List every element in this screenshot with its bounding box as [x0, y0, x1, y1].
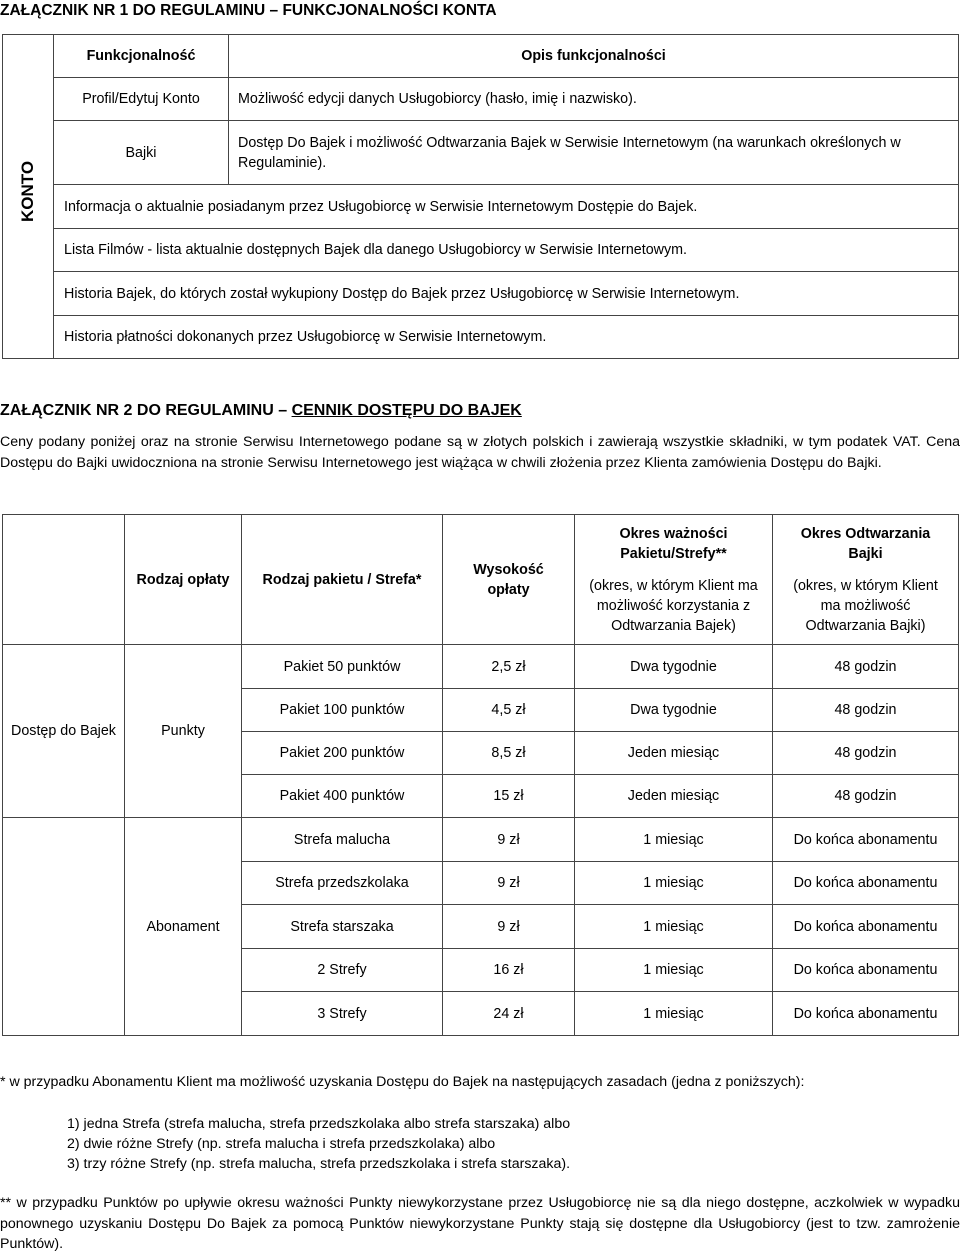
package-price: 16 zł — [443, 949, 575, 992]
package-name: Pakiet 400 punktów — [242, 775, 443, 818]
package-price: 9 zł — [443, 862, 575, 905]
header-empty-cell — [3, 515, 125, 645]
function-desc: Możliwość edycji danych Usługobiorcy (hasło, imię i nazwisko). — [229, 78, 959, 121]
package-name: Strefa starszaka — [242, 905, 443, 949]
access-empty-cell — [3, 818, 125, 1036]
group-label-abonament: Abonament — [125, 818, 242, 1036]
package-price: 8,5 zł — [443, 732, 575, 775]
package-playback: Do końca abonamentu — [773, 905, 959, 949]
account-functions-table — [2, 34, 959, 359]
playback-header: Okres Odtwarzania Bajki (okres, w którym Klient ma możliwość Odtwarzania Bajki) — [773, 515, 959, 645]
package-name: Pakiet 50 punktów — [242, 645, 443, 689]
function-full-row: Lista Filmów - lista aktualnie dostępnych Bajek dla danego Usługobiorcy w Serwisie Internetowym. — [54, 229, 959, 272]
fee-type-header: Rodzaj opłaty — [125, 515, 242, 645]
package-name: 3 Strefy — [242, 992, 443, 1036]
package-validity: Jeden miesiąc — [575, 732, 773, 775]
package-validity: 1 miesiąc — [575, 862, 773, 905]
package-price: 2,5 zł — [443, 645, 575, 689]
subscription-options-list — [67, 1114, 570, 1174]
fee-amount-header: Wysokość opłaty — [443, 515, 575, 645]
list-item: 1) jedna Strefa (strefa malucha, strefa przedszkolaka albo strefa starszaka) albo — [67, 1116, 571, 1132]
subscription-footnote: * w przypadku Abonamentu Klient ma możliwość uzyskania Dostępu do Bajek na następujących zasadach (jedna z poniższych): — [0, 1074, 805, 1090]
package-price: 9 zł — [443, 905, 575, 949]
package-playback: 48 godzin — [773, 775, 959, 818]
function-full-row: Historia płatności dokonanych przez Usługobiorcę w Serwisie Internetowym. — [54, 316, 959, 359]
function-full-row: Historia Bajek, do których został wykupiony Dostęp do Bajek przez Usługobiorcę w Serwisie Internetowym. — [54, 272, 959, 316]
package-validity: 1 miesiąc — [575, 905, 773, 949]
package-validity: Jeden miesiąc — [575, 775, 773, 818]
function-full-row: Informacja o aktualnie posiadanym przez Usługobiorcę w Serwisie Internetowym Dostępie do Bajek. — [54, 185, 959, 229]
function-name: Bajki — [54, 121, 229, 185]
annex1-title: ZAŁĄCZNIK NR 1 DO REGULAMINU – FUNKCJONALNOŚCI KONTA — [0, 2, 497, 19]
package-validity: 1 miesiąc — [575, 992, 773, 1036]
package-playback: Do końca abonamentu — [773, 862, 959, 905]
package-price: 9 zł — [443, 818, 575, 862]
package-name: Strefa malucha — [242, 818, 443, 862]
package-validity: 1 miesiąc — [575, 818, 773, 862]
package-playback: 48 godzin — [773, 732, 959, 775]
package-type-header: Rodzaj pakietu / Strefa* — [242, 515, 443, 645]
package-validity: Dwa tygodnie — [575, 689, 773, 732]
group-label-punkty: Punkty — [125, 645, 242, 818]
package-playback: Do końca abonamentu — [773, 992, 959, 1036]
package-validity: 1 miesiąc — [575, 949, 773, 992]
pricing-table — [2, 514, 959, 1036]
pricing-paragraph: Ceny podany poniżej oraz na stronie Serwisu Internetowego podane są w złotych polskich i zawierają wszystkie składniki, w tym podatek VAT. Cena Dostępu do Bajki uwidoczniona na stronie Serwisu Internetowego jest wiążąca w chwili złożenia przez Klienta zamówienia Dostępu do Bajki. — [0, 434, 960, 471]
package-name: 2 Strefy — [242, 949, 443, 992]
validity-header: Okres ważności Pakietu/Strefy** (okres, w którym Klient ma możliwość korzystania z Odtwarzania Bajek) — [575, 515, 773, 645]
package-price: 4,5 zł — [443, 689, 575, 732]
list-item: 2) dwie różne Strefy (np. strefa malucha i strefa przedszkolaka) albo — [67, 1136, 496, 1152]
points-footnote: ** w przypadku Punktów po upływie okresu ważności Punkty niewykorzystane przez Usługobiorcę nie są dla niego dostępne, aczkolwiek w wypadku ponownego uzyskaniu Dostępu Do Bajek za pomocą Punktów niewykorzystane Punkty stają się dostępne dla Usługobiorcy (jest to tzw. zamrożenie Punktów). — [0, 1195, 960, 1252]
package-name: Pakiet 100 punktów — [242, 689, 443, 732]
function-name: Profil/Edytuj Konto — [54, 78, 229, 121]
package-validity: Dwa tygodnie — [575, 645, 773, 689]
package-playback: 48 godzin — [773, 645, 959, 689]
list-item: 3) trzy różne Strefy (np. strefa malucha, strefa przedszkolaka i strefa starszaka). — [67, 1156, 571, 1172]
description-header: Opis funkcjonalności — [229, 35, 959, 78]
konto-side-label: KONTO — [3, 35, 54, 359]
package-playback: Do końca abonamentu — [773, 818, 959, 862]
annex2-title: ZAŁĄCZNIK NR 2 DO REGULAMINU – CENNIK DOSTĘPU DO BAJEK — [0, 402, 522, 419]
package-price: 24 zł — [443, 992, 575, 1036]
package-playback: Do końca abonamentu — [773, 949, 959, 992]
functionality-header: Funkcjonalność — [54, 35, 229, 78]
function-desc: Dostęp Do Bajek i możliwość Odtwarzania Bajek w Serwisie Internetowym (na warunkach określonych w Regulaminie). — [229, 121, 959, 185]
access-label: Dostęp do Bajek — [3, 645, 125, 818]
package-playback: 48 godzin — [773, 689, 959, 732]
package-price: 15 zł — [443, 775, 575, 818]
package-name: Strefa przedszkolaka — [242, 862, 443, 905]
package-name: Pakiet 200 punktów — [242, 732, 443, 775]
